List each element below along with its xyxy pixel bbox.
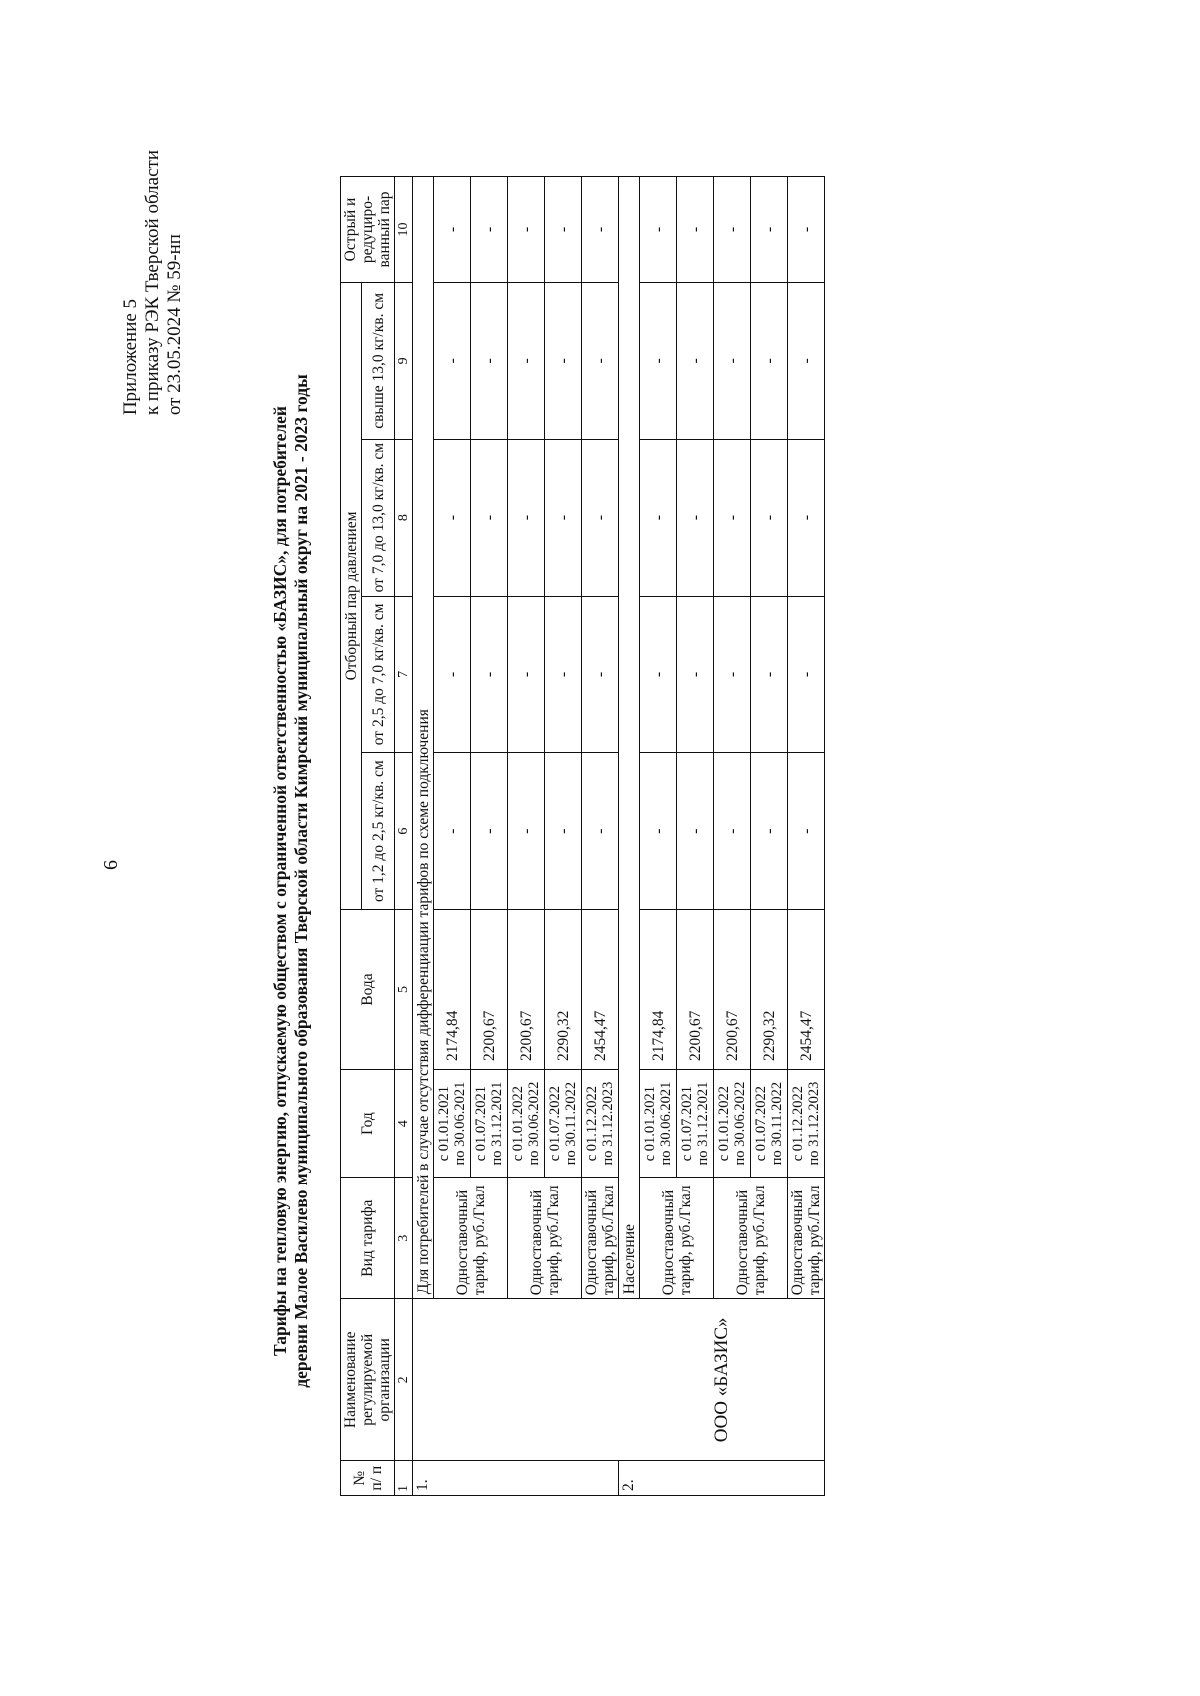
empty-value-dash: - bbox=[640, 753, 677, 910]
empty-value-dash: - bbox=[434, 439, 471, 596]
water-tariff-value: 2200,67 bbox=[714, 910, 751, 1070]
water-tariff-value: 2200,67 bbox=[508, 910, 545, 1070]
tariff-type: Одноставочный тариф, руб./Гкал bbox=[434, 1178, 508, 1299]
period-from: с 01.07.2022 bbox=[547, 1085, 563, 1162]
tariff-type: Одноставочный тариф, руб./Гкал bbox=[640, 1178, 714, 1299]
empty-value-dash: - bbox=[751, 596, 788, 753]
empty-value-dash: - bbox=[508, 282, 545, 439]
empty-value-dash: - bbox=[582, 596, 619, 753]
column-index-cell: 3 bbox=[395, 1178, 413, 1299]
period-from: с 01.12.2022 bbox=[584, 1085, 600, 1162]
tariff-type: Одноставочный тариф, руб./Гкал bbox=[508, 1178, 582, 1299]
period-from: с 01.07.2021 bbox=[473, 1085, 489, 1162]
empty-value-dash: - bbox=[471, 753, 508, 910]
table-row bbox=[434, 177, 471, 1496]
empty-value-dash: - bbox=[751, 282, 788, 439]
empty-value-dash: - bbox=[471, 177, 508, 283]
period-from: с 01.07.2021 bbox=[679, 1085, 695, 1162]
empty-value-dash: - bbox=[545, 439, 582, 596]
period-cell bbox=[751, 1070, 788, 1178]
period-from: с 01.01.2021 bbox=[436, 1085, 452, 1162]
table-row bbox=[508, 177, 545, 1496]
section-label: Население bbox=[619, 177, 640, 1299]
period-to: по 31.12.2021 bbox=[489, 1081, 505, 1166]
empty-value-dash: - bbox=[582, 753, 619, 910]
empty-value-dash: - bbox=[545, 282, 582, 439]
empty-value-dash: - bbox=[714, 596, 751, 753]
empty-value-dash: - bbox=[677, 753, 714, 910]
period-to: по 30.06.2022 bbox=[732, 1081, 748, 1166]
empty-value-dash: - bbox=[640, 596, 677, 753]
column-index-cell: 7 bbox=[395, 596, 413, 753]
period-cell bbox=[545, 1070, 582, 1178]
period-from: с 01.01.2022 bbox=[716, 1085, 732, 1162]
header-year: Год bbox=[341, 1070, 395, 1178]
empty-value-dash: - bbox=[640, 439, 677, 596]
organization-name: ООО «БАЗИС» bbox=[619, 1299, 825, 1461]
empty-value-dash: - bbox=[640, 282, 677, 439]
table-row bbox=[788, 177, 825, 1496]
period-from: с 01.12.2022 bbox=[790, 1085, 806, 1162]
column-index-cell: 2 bbox=[395, 1299, 413, 1461]
water-tariff-value: 2454,47 bbox=[788, 910, 825, 1070]
empty-value-dash: - bbox=[751, 439, 788, 596]
column-index-row bbox=[395, 177, 413, 1496]
period-cell bbox=[508, 1070, 545, 1178]
appendix-line-3: от 23.05.2024 № 59-нп bbox=[164, 234, 185, 416]
title-line-2: деревни Малое Василево муниципального образования Тверской области Кимрский муниципальный округ на 2021 - 2023 годы bbox=[291, 374, 311, 1388]
header-org: Наименование регулируемой организации bbox=[341, 1299, 395, 1461]
period-to: по 30.06.2022 bbox=[526, 1081, 542, 1166]
section-row bbox=[413, 177, 434, 1496]
empty-value-dash: - bbox=[714, 439, 751, 596]
period-cell bbox=[471, 1070, 508, 1178]
appendix-line-1: Приложение 5 bbox=[120, 298, 141, 416]
period-to: по 30.11.2022 bbox=[769, 1081, 785, 1166]
empty-value-dash: - bbox=[677, 177, 714, 283]
water-tariff-value: 2174,84 bbox=[640, 910, 677, 1070]
period-cell bbox=[714, 1070, 751, 1178]
period-from: с 01.07.2022 bbox=[753, 1085, 769, 1162]
column-index-cell: 8 bbox=[395, 439, 413, 596]
appendix-line-2: к приказу РЭК Тверской области bbox=[142, 150, 163, 416]
header-tariff-type: Вид тарифа bbox=[341, 1178, 395, 1299]
empty-value-dash: - bbox=[434, 282, 471, 439]
empty-value-dash: - bbox=[640, 177, 677, 283]
period-cell bbox=[582, 1070, 619, 1178]
column-index-cell: 6 bbox=[395, 753, 413, 910]
water-tariff-value: 2290,32 bbox=[751, 910, 788, 1070]
empty-value-dash: - bbox=[508, 753, 545, 910]
section-row bbox=[619, 177, 640, 1496]
column-index-cell: 1 bbox=[395, 1461, 413, 1496]
header-selected-steam: Отборный пар давлением bbox=[341, 282, 362, 909]
water-tariff-value: 2454,47 bbox=[582, 910, 619, 1070]
header-pressure-3: от 7,0 до 13,0 кг/кв. см bbox=[362, 439, 395, 596]
section-label: Для потребителей в случае отсутствия дифференциации тарифов по схеме подключения bbox=[413, 177, 434, 1299]
document-title bbox=[270, 216, 312, 1546]
empty-value-dash: - bbox=[582, 282, 619, 439]
water-tariff-value: 2174,84 bbox=[434, 910, 471, 1070]
appendix-block bbox=[120, 150, 186, 415]
period-to: по 31.12.2023 bbox=[600, 1081, 616, 1166]
period-to: по 30.06.2021 bbox=[452, 1081, 468, 1166]
page-number: 6 bbox=[100, 860, 122, 870]
empty-value-dash: - bbox=[434, 596, 471, 753]
empty-value-dash: - bbox=[508, 596, 545, 753]
header-water: Вода bbox=[341, 910, 395, 1070]
empty-value-dash: - bbox=[714, 753, 751, 910]
period-cell bbox=[788, 1070, 825, 1178]
section-number: 2. bbox=[619, 1461, 825, 1496]
header-pressure-2: от 2,5 до 7,0 кг/кв. см bbox=[362, 596, 395, 753]
header-pressure-4: свыше 13,0 кг/кв. см bbox=[362, 282, 395, 439]
table-row bbox=[640, 177, 677, 1496]
period-to: по 31.12.2021 bbox=[695, 1081, 711, 1166]
column-index-cell: 9 bbox=[395, 282, 413, 439]
empty-value-dash: - bbox=[714, 282, 751, 439]
empty-value-dash: - bbox=[677, 439, 714, 596]
empty-value-dash: - bbox=[471, 596, 508, 753]
column-index-cell: 5 bbox=[395, 910, 413, 1070]
tariff-table bbox=[340, 176, 825, 1496]
water-tariff-value: 2200,67 bbox=[471, 910, 508, 1070]
title-line-1: Тарифы на тепловую энергию, отпускаемую обществом с ограниченной ответственностью «БАЗИС», для потребителей bbox=[270, 405, 290, 1357]
empty-value-dash: - bbox=[545, 596, 582, 753]
empty-value-dash: - bbox=[582, 439, 619, 596]
empty-value-dash: - bbox=[677, 282, 714, 439]
empty-value-dash: - bbox=[788, 177, 825, 283]
empty-value-dash: - bbox=[788, 282, 825, 439]
header-num: № п/ п bbox=[341, 1461, 395, 1496]
period-cell bbox=[434, 1070, 471, 1178]
header-sharp-steam: Острый и редуциро-ванный пар bbox=[341, 177, 395, 283]
water-tariff-value: 2200,67 bbox=[677, 910, 714, 1070]
header-pressure-1: от 1,2 до 2,5 кг/кв. см bbox=[362, 753, 395, 910]
table-row bbox=[582, 177, 619, 1496]
water-tariff-value: 2290,32 bbox=[545, 910, 582, 1070]
empty-value-dash: - bbox=[434, 753, 471, 910]
empty-value-dash: - bbox=[434, 177, 471, 283]
period-to: по 31.12.2023 bbox=[806, 1081, 822, 1166]
period-cell bbox=[640, 1070, 677, 1178]
column-index-cell: 4 bbox=[395, 1070, 413, 1178]
empty-value-dash: - bbox=[751, 177, 788, 283]
organization-cell bbox=[413, 1299, 619, 1461]
period-to: по 30.11.2022 bbox=[563, 1081, 579, 1166]
tariff-type: Одноставочный тариф, руб./Гкал bbox=[714, 1178, 788, 1299]
empty-value-dash: - bbox=[508, 439, 545, 596]
section-number: 1. bbox=[413, 1461, 619, 1496]
period-from: с 01.01.2021 bbox=[642, 1085, 658, 1162]
tariff-type: Одноставочный тариф, руб./Гкал bbox=[582, 1178, 619, 1299]
empty-value-dash: - bbox=[714, 177, 751, 283]
empty-value-dash: - bbox=[788, 439, 825, 596]
empty-value-dash: - bbox=[788, 596, 825, 753]
empty-value-dash: - bbox=[677, 596, 714, 753]
empty-value-dash: - bbox=[471, 439, 508, 596]
empty-value-dash: - bbox=[582, 177, 619, 283]
period-cell bbox=[677, 1070, 714, 1178]
column-index-cell: 10 bbox=[395, 177, 413, 283]
period-from: с 01.01.2022 bbox=[510, 1085, 526, 1162]
table-row bbox=[714, 177, 751, 1496]
empty-value-dash: - bbox=[471, 282, 508, 439]
tariff-type: Одноставочный тариф, руб./Гкал bbox=[788, 1178, 825, 1299]
header-row-1 bbox=[341, 177, 362, 1496]
empty-value-dash: - bbox=[545, 177, 582, 283]
empty-value-dash: - bbox=[788, 753, 825, 910]
empty-value-dash: - bbox=[751, 753, 788, 910]
period-to: по 30.06.2021 bbox=[658, 1081, 674, 1166]
table-body bbox=[413, 177, 825, 1496]
empty-value-dash: - bbox=[545, 753, 582, 910]
empty-value-dash: - bbox=[508, 177, 545, 283]
